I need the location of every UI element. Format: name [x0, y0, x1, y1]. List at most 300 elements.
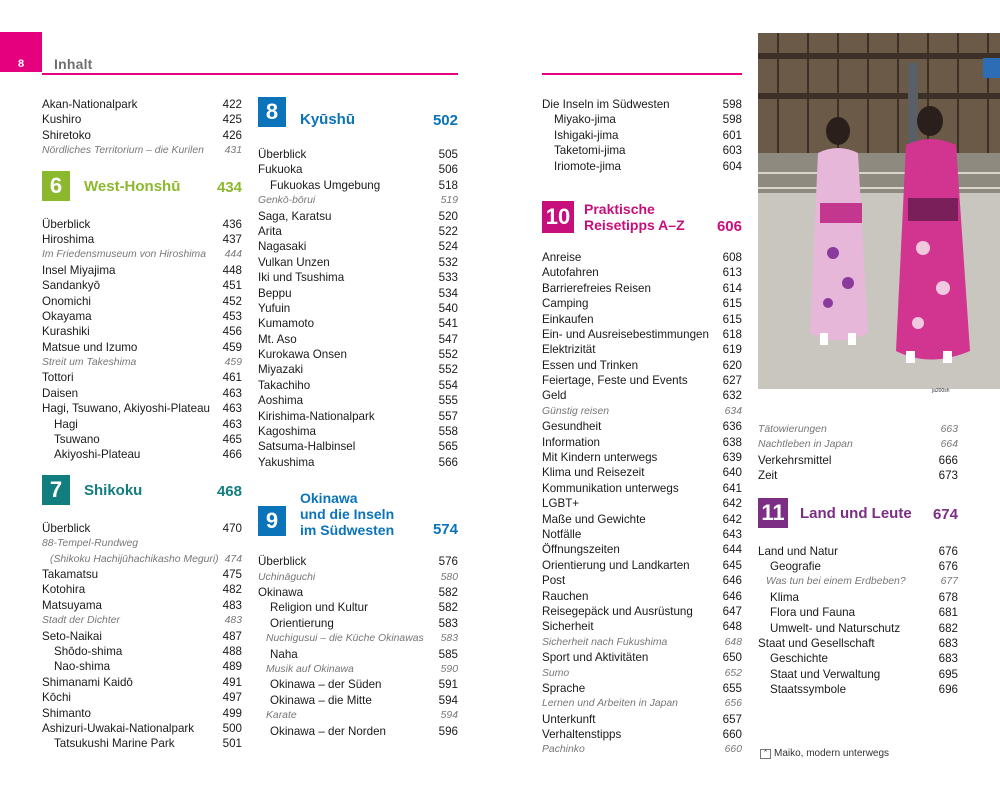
chapter-title: Land und Leute: [800, 504, 912, 522]
toc-entry[interactable]: [258, 585, 458, 600]
toc-entry-title: Sport und Aktivitäten: [542, 651, 649, 665]
toc-entry[interactable]: [758, 621, 958, 636]
toc-entry[interactable]: [42, 706, 242, 721]
toc-entry[interactable]: [542, 419, 742, 434]
toc-entry-title: Was tun bei einem Erdbeben?: [766, 576, 906, 588]
toc-entry-title: Saga, Karatsu: [258, 209, 332, 223]
toc-entry-title: Sprache: [542, 681, 586, 695]
toc-entry[interactable]: [42, 629, 242, 644]
toc-entry[interactable]: [258, 316, 458, 331]
toc-entry-page: 594: [440, 710, 458, 722]
toc-entry-title: Rauchen: [542, 589, 589, 603]
toc-entry[interactable]: [42, 659, 242, 674]
toc-entry[interactable]: [42, 294, 242, 309]
toc-entry-title: Okinawa – der Süden: [270, 678, 382, 692]
toc-entry[interactable]: [758, 651, 958, 666]
toc-entry-page: 474: [224, 553, 242, 565]
toc-entry[interactable]: [542, 327, 742, 342]
toc-entry[interactable]: [258, 554, 458, 569]
toc-entry[interactable]: [258, 662, 458, 677]
header-rule-left: [42, 73, 458, 75]
toc-entry[interactable]: [42, 675, 242, 690]
toc-entry[interactable]: [42, 552, 242, 567]
toc-entry-page: 647: [722, 604, 742, 618]
toc-entry[interactable]: [42, 263, 242, 278]
chapter-title: [300, 490, 394, 538]
toc-entry[interactable]: [42, 355, 242, 370]
toc-entry-page: 456: [222, 325, 242, 339]
toc-entry[interactable]: [542, 312, 742, 327]
toc-entry[interactable]: [758, 590, 958, 605]
toc-entry-title: LGBT+: [542, 497, 580, 511]
toc-entry[interactable]: [258, 224, 458, 239]
toc-entry-page: 642: [722, 497, 742, 511]
chapter-heading-10[interactable]: [542, 199, 742, 233]
toc-entry-title: Ishigaki-jima: [554, 128, 619, 142]
toc-entry[interactable]: [258, 631, 458, 646]
toc-entry-title: Nao-shima: [54, 660, 111, 674]
toc-entry-title: Tatsukushi Marine Park: [54, 737, 175, 751]
toc-entry-title: Beppu: [258, 286, 292, 300]
toc-entry[interactable]: [542, 650, 742, 665]
toc-entry-page: 676: [938, 559, 958, 573]
toc-entry-title: Kirishima-Nationalpark: [258, 409, 375, 423]
toc-entry-title: Orientierung und Landkarten: [542, 558, 690, 572]
chapter-page: 502: [432, 112, 458, 129]
toc-entry-title: Okayama: [42, 309, 92, 323]
toc-entry-title: Land und Natur: [758, 544, 838, 558]
chapter-heading-11[interactable]: [758, 498, 958, 530]
toc-entry-page: 655: [722, 681, 742, 695]
toc-entry-title: Fukuokas Umgebung: [270, 178, 381, 192]
toc-entry-page: 604: [722, 159, 742, 173]
toc-entry[interactable]: [542, 465, 742, 480]
toc-entry[interactable]: [758, 544, 958, 559]
caption-arrow-icon: ⌃: [760, 749, 771, 759]
toc-entry[interactable]: [258, 455, 458, 470]
toc-list: [542, 250, 742, 758]
toc-entry-page: 642: [722, 512, 742, 526]
toc-entry[interactable]: [42, 598, 242, 613]
toc-entry[interactable]: [258, 647, 458, 662]
toc-list: [758, 544, 958, 698]
toc-entry-title: Iriomote-jima: [554, 159, 621, 173]
toc-entry-page: 463: [222, 386, 242, 400]
toc-entry-page: 541: [438, 317, 458, 331]
toc-entry-title: Ashizuri-Uwakai-Nationalpark: [42, 721, 195, 735]
toc-entry-title: Die Inseln im Südwesten: [542, 98, 670, 111]
toc-entry-page: 461: [222, 371, 242, 385]
toc-entry[interactable]: [258, 147, 458, 162]
toc-entry-title: Musik auf Okinawa: [266, 663, 354, 675]
toc-entry[interactable]: [42, 340, 242, 355]
toc-entry-title: Daisen: [42, 386, 79, 400]
toc-entry[interactable]: [42, 232, 242, 247]
toc-entry-title: Flora und Fauna: [770, 606, 856, 620]
toc-entry[interactable]: [42, 432, 242, 447]
toc-entry[interactable]: [42, 401, 242, 416]
toc-entry[interactable]: [758, 667, 958, 682]
toc-entry[interactable]: [542, 481, 742, 496]
toc-column-1: [42, 97, 242, 752]
toc-entry[interactable]: [42, 536, 242, 551]
toc-entry[interactable]: [42, 613, 242, 628]
toc-entry[interactable]: [542, 404, 742, 419]
toc-entry-title: Fukuoka: [258, 163, 303, 177]
toc-entry-page: 463: [222, 402, 242, 416]
chapter-title-line: im Südwesten: [300, 522, 395, 539]
toc-entry[interactable]: [542, 435, 742, 450]
toc-entry-title: Onomichi: [42, 294, 91, 308]
toc-entry-title: Feiertage, Feste und Events: [542, 374, 688, 388]
toc-entry-page: 695: [938, 667, 958, 681]
toc-entry[interactable]: [542, 296, 742, 311]
toc-entry[interactable]: [42, 309, 242, 324]
toc-entry[interactable]: [258, 424, 458, 439]
toc-entry-title: Insel Miyajima: [42, 263, 116, 277]
toc-entry[interactable]: [42, 128, 242, 143]
toc-entry[interactable]: [42, 521, 242, 536]
toc-entry-title: Günstig reisen: [542, 405, 609, 417]
toc-entry[interactable]: [258, 347, 458, 362]
toc-entry-page: 681: [938, 606, 958, 620]
toc-entry-page: 552: [438, 348, 458, 362]
toc-entry[interactable]: [542, 373, 742, 388]
toc-entry-page: 632: [722, 389, 742, 403]
toc-entry[interactable]: [258, 301, 458, 316]
toc-entry[interactable]: [758, 453, 958, 468]
toc-entry[interactable]: [258, 677, 458, 692]
toc-entry-page: 483: [224, 615, 242, 627]
toc-entry-title: Lernen und Arbeiten in Japan: [542, 698, 678, 710]
toc-entry-page: 532: [438, 255, 458, 269]
page-number: 8: [17, 58, 25, 70]
toc-entry[interactable]: [42, 417, 242, 432]
toc-entry[interactable]: [258, 193, 458, 208]
toc-entry-title: Miyazaki: [258, 363, 304, 377]
toc-entry[interactable]: [542, 512, 742, 527]
toc-entry-title: Uchināguchi: [258, 571, 316, 583]
toc-entry-title: Naha: [270, 647, 298, 661]
toc-entry[interactable]: [258, 209, 458, 224]
toc-entry-page: 519: [440, 195, 458, 207]
toc-entry-page: 448: [222, 263, 242, 277]
toc-entry-title: Information: [542, 435, 600, 449]
toc-list: [258, 147, 458, 470]
toc-entry[interactable]: [542, 265, 742, 280]
toc-entry[interactable]: [42, 370, 242, 385]
toc-entry-title: Kommunikation unterwegs: [542, 481, 679, 495]
toc-entry-page: 664: [940, 439, 958, 451]
toc-entry[interactable]: [42, 143, 242, 158]
toc-entry[interactable]: [542, 450, 742, 465]
toc-entry-page: 436: [222, 217, 242, 231]
toc-entry-page: 547: [438, 332, 458, 346]
toc-entry[interactable]: [42, 247, 242, 262]
toc-entry-title: Gesundheit: [542, 420, 602, 434]
toc-column-3: [542, 97, 742, 758]
toc-entry[interactable]: [258, 270, 458, 285]
toc-entry[interactable]: [758, 559, 958, 574]
toc-entry-page: 643: [722, 527, 742, 541]
toc-entry-page: 465: [222, 433, 242, 447]
toc-entry[interactable]: [758, 468, 958, 483]
toc-entry[interactable]: [542, 496, 742, 511]
toc-entry-page: 524: [438, 240, 458, 254]
toc-entry-title: Kurokawa Onsen: [258, 348, 347, 362]
toc-entry[interactable]: [258, 600, 458, 615]
toc-entry-title: Elektrizität: [542, 343, 596, 357]
toc-entry-title: Post: [542, 574, 566, 588]
toc-entry[interactable]: [42, 736, 242, 751]
toc-entry-page: 585: [438, 647, 458, 661]
toc-entry[interactable]: [42, 112, 242, 127]
toc-entry[interactable]: [42, 324, 242, 339]
toc-entry[interactable]: [258, 178, 458, 193]
toc-entry-title: Streit um Takeshima: [42, 357, 137, 369]
toc-entry[interactable]: [542, 589, 742, 604]
toc-entry-title: Barrierefreies Reisen: [542, 281, 651, 295]
toc-entry[interactable]: [542, 619, 742, 634]
toc-entry[interactable]: [258, 708, 458, 723]
toc-entry[interactable]: [258, 255, 458, 270]
toc-entry-title: Staat und Verwaltung: [770, 667, 881, 681]
photo-credit: ja200sh: [932, 388, 950, 394]
toc-entry-title: Umwelt- und Naturschutz: [770, 621, 901, 635]
toc-entry-page: 491: [222, 675, 242, 689]
toc-entry[interactable]: [758, 422, 958, 437]
chapter-heading-8[interactable]: [258, 97, 458, 127]
toc-entry[interactable]: [758, 682, 958, 697]
toc-entry[interactable]: [542, 742, 742, 757]
chapter-title: West-Honshū: [84, 177, 181, 195]
toc-entry[interactable]: [258, 286, 458, 301]
toc-entry-page: 646: [722, 589, 742, 603]
toc-entry-title: Arita: [258, 224, 282, 238]
toc-entry-title: Überblick: [42, 521, 91, 535]
toc-entry-title: Staat und Gesellschaft: [758, 636, 875, 650]
toc-entry-title: Kurashiki: [42, 325, 90, 339]
toc-entry-page: 634: [724, 405, 742, 417]
toc-entry-page: 534: [438, 286, 458, 300]
toc-entry-page: 533: [438, 271, 458, 285]
toc-entry[interactable]: [542, 666, 742, 681]
toc-entry-page: 444: [224, 249, 242, 261]
toc-entry-page: 500: [222, 721, 242, 735]
toc-entry[interactable]: [542, 558, 742, 573]
toc-entry-page: 613: [722, 266, 742, 280]
chapter-page: 606: [716, 217, 742, 235]
toc-entry[interactable]: [42, 582, 242, 597]
toc-entry[interactable]: [42, 97, 242, 112]
chapter-number: 10: [542, 201, 574, 233]
toc-entry[interactable]: [42, 217, 242, 232]
toc-entry[interactable]: [42, 644, 242, 659]
toc-entry-page: 603: [722, 144, 742, 158]
toc-entry[interactable]: [542, 681, 742, 696]
toc-entry-title: Stadt der Dichter: [42, 615, 120, 627]
toc-entry[interactable]: [258, 409, 458, 424]
toc-entry-title: Miyako-jima: [554, 113, 616, 127]
toc-entry-title: Tsuwano: [54, 433, 100, 447]
toc-entry-title: (Shikoku Hachijūhachikasho Meguri): [50, 553, 219, 565]
toc-entry-title: Geografie: [770, 559, 821, 573]
toc-entry[interactable]: [42, 690, 242, 705]
toc-entry-page: 619: [722, 343, 742, 357]
toc-entry-title: Genkō-bōrui: [258, 195, 316, 207]
toc-entry-title: Verhaltenstipps: [542, 728, 622, 742]
chapter-heading-9[interactable]: [258, 490, 458, 542]
toc-entry-title: Essen und Trinken: [542, 358, 639, 372]
toc-entry[interactable]: [258, 362, 458, 377]
toc-entry-title: Pachinko: [542, 744, 585, 756]
toc-entry[interactable]: [258, 693, 458, 708]
toc-entry-title: Überblick: [42, 217, 91, 231]
chapter-title: Kyūshū: [300, 111, 356, 128]
toc-entry-page: 540: [438, 301, 458, 315]
toc-entry[interactable]: [258, 332, 458, 347]
toc-entry[interactable]: [542, 696, 742, 711]
toc-entry[interactable]: [42, 447, 242, 462]
toc-entry[interactable]: [258, 616, 458, 631]
toc-entry-page: 660: [724, 744, 742, 756]
toc-entry-page: 683: [938, 652, 958, 666]
toc-column-2: [258, 97, 458, 739]
toc-entry-page: 663: [940, 424, 958, 435]
toc-entry-page: 506: [438, 163, 458, 177]
toc-entry[interactable]: [42, 386, 242, 401]
toc-entry[interactable]: [758, 605, 958, 620]
toc-entry-title: Takamatsu: [42, 567, 99, 581]
toc-entry[interactable]: [542, 358, 742, 373]
toc-entry[interactable]: [42, 567, 242, 582]
toc-entry-title: Akiyoshi-Plateau: [54, 448, 141, 462]
toc-entry-title: Okinawa – die Mitte: [270, 693, 372, 707]
toc-entry-title: Mit Kindern unterwegs: [542, 451, 658, 465]
toc-entry-title: Taketomi-jima: [554, 144, 626, 158]
toc-entry-title: Geschichte: [770, 652, 828, 666]
toc-entry-title: Hiroshima: [42, 232, 95, 246]
toc-entry[interactable]: [258, 378, 458, 393]
toc-entry-title: Matsue und Izumo: [42, 340, 138, 354]
toc-entry[interactable]: [42, 278, 242, 293]
toc-entry[interactable]: [42, 721, 242, 736]
toc-entry[interactable]: [542, 281, 742, 296]
toc-entry[interactable]: [542, 128, 742, 143]
toc-entry[interactable]: [542, 342, 742, 357]
toc-entry-title: Hagi, Tsuwano, Akiyoshi-Plateau: [42, 402, 210, 416]
toc-entry-title: Nuchigusui – die Küche Okinawas: [266, 633, 424, 645]
toc-entry-page: 522: [438, 224, 458, 238]
toc-entry-title: Takachiho: [258, 378, 311, 392]
chapter-heading-7[interactable]: [42, 475, 242, 505]
toc-entry-title: Orientierung: [270, 616, 334, 630]
chapter-number: 6: [42, 171, 70, 201]
toc-column-4: [758, 422, 958, 697]
toc-entry[interactable]: [542, 542, 742, 557]
kimono-photo: [758, 33, 1000, 389]
chapter-heading-6[interactable]: [42, 171, 242, 201]
toc-entry[interactable]: [542, 573, 742, 588]
toc-entry[interactable]: [542, 712, 742, 727]
toc-entry-title: Klima und Reisezeit: [542, 466, 645, 480]
toc-entry-title: Tottori: [42, 371, 74, 385]
toc-entry-title: Staatssymbole: [770, 683, 847, 697]
toc-entry-page: 644: [722, 543, 742, 557]
toc-entry-page: 470: [222, 521, 242, 535]
chapter-page: 434: [216, 178, 242, 196]
toc-entry-page: 426: [222, 128, 242, 142]
toc-entry[interactable]: [258, 393, 458, 408]
toc-entry-title: Ein- und Ausreisebestimmungen: [542, 327, 709, 341]
toc-entry-page: 666: [938, 453, 958, 467]
toc-entry-title: Kotohira: [42, 583, 86, 597]
toc-entry[interactable]: [542, 143, 742, 158]
toc-entry-page: 648: [724, 636, 742, 648]
toc-entry-page: 676: [938, 544, 958, 558]
toc-entry-title: Vulkan Unzen: [258, 255, 330, 269]
toc-entry[interactable]: [542, 604, 742, 619]
chapter-title-line: Okinawa: [300, 490, 358, 507]
toc-entry-page: 636: [722, 420, 742, 434]
toc-entry-title: Nördliches Territorium – die Kurilen: [42, 145, 204, 157]
toc-entry-page: 576: [438, 555, 458, 569]
toc-entry[interactable]: [258, 439, 458, 454]
toc-entry-title: Sandankyō: [42, 279, 101, 293]
toc-entry-title: Unterkunft: [542, 712, 596, 726]
toc-entry-title: Karate: [266, 710, 297, 722]
toc-entry[interactable]: [758, 636, 958, 651]
toc-entry-page: 657: [722, 712, 742, 726]
toc-entry[interactable]: [542, 635, 742, 650]
toc-entry[interactable]: [542, 388, 742, 403]
toc-entry-page: 580: [440, 571, 458, 583]
chapter-title-line: und die Inseln: [300, 506, 395, 523]
toc-entry-page: 650: [722, 651, 742, 665]
toc-entry[interactable]: [758, 574, 958, 589]
chapter-title-line: Reisetipps A–Z: [584, 216, 685, 233]
toc-entry-title: Anreise: [542, 250, 582, 264]
toc-entry-page: 558: [438, 425, 458, 439]
chapter-title: Shikoku: [84, 481, 143, 499]
toc-entry[interactable]: [542, 727, 742, 742]
toc-entry[interactable]: [542, 97, 742, 112]
toc-entry-title: Reisegepäck und Ausrüstung: [542, 604, 693, 618]
toc-entry[interactable]: [758, 437, 958, 452]
chapter-page: 574: [432, 521, 458, 539]
toc-entry-title: Klima: [770, 590, 799, 604]
toc-entry[interactable]: [542, 250, 742, 265]
toc-entry-page: 501: [222, 737, 242, 751]
toc-entry-title: Shimanami Kaidō: [42, 675, 133, 689]
toc-entry-title: Mt. Aso: [258, 332, 297, 346]
toc-entry[interactable]: [542, 159, 742, 174]
toc-entry[interactable]: [258, 239, 458, 254]
toc-entry[interactable]: [542, 527, 742, 542]
toc-entry-page: 565: [438, 440, 458, 454]
toc-entry-page: 489: [222, 660, 242, 674]
toc-entry[interactable]: [542, 112, 742, 127]
toc-entry-page: 463: [222, 417, 242, 431]
toc-entry[interactable]: [258, 724, 458, 739]
toc-entry-title: Geld: [542, 389, 567, 403]
toc-entry[interactable]: [258, 162, 458, 177]
toc-entry-page: 696: [938, 683, 958, 697]
toc-entry-page: 459: [224, 357, 242, 369]
toc-entry[interactable]: [258, 570, 458, 585]
toc-entry-page: 483: [222, 598, 242, 612]
toc-entry-title: Okinawa: [258, 585, 304, 599]
